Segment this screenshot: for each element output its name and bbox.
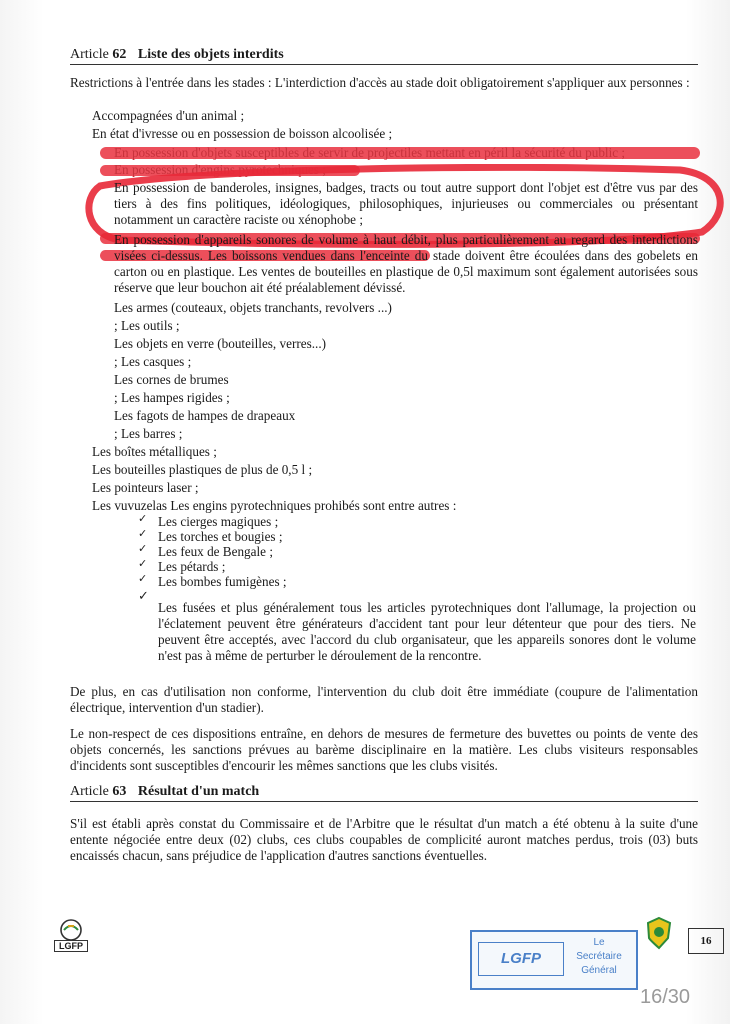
article-number: 63 — [112, 784, 127, 799]
list-item: Les cornes de brumes — [114, 372, 229, 387]
shield-icon — [646, 916, 672, 950]
stamp-logo: LGFP — [478, 942, 564, 976]
struck-item: En possession d'engins pyrotechniques ; — [114, 162, 326, 177]
stamp-line: Le — [593, 937, 605, 948]
list-item: Les pointeurs laser ; — [92, 480, 199, 495]
list-item: Les bouteilles plastiques de plus de 0,5 l ; — [92, 462, 313, 477]
checkmark-icon: ✓ — [138, 527, 148, 540]
list-item: ; Les outils ; — [114, 318, 180, 333]
pyro-item: Les bombes fumigènes ; — [158, 574, 287, 589]
list-item: ; Les barres ; — [114, 426, 183, 441]
list-item: Les fagots de hampes de drapeaux — [114, 408, 296, 423]
lgfp-logo — [54, 916, 88, 952]
checkmark-icon: ✓ — [138, 557, 148, 570]
list-item: Les boîtes métalliques ; — [92, 444, 217, 459]
list-item: Les armes (couteaux, objets tranchants, revolvers ...) — [114, 300, 392, 315]
checkmark-icon: ✓ — [138, 542, 148, 555]
pyro-item: Les torches et bougies ; — [158, 529, 283, 544]
pyro-item: Les cierges magiques ; — [158, 514, 279, 529]
article-title: Liste des objets interdits — [137, 47, 284, 62]
struck-paragraph: En possession d'appareils sonores de volume à haut débit, plus particulièrement au regard des interdictions visées ci-dessus. Les boissons vendues dans l'enceinte du stade doivent être écoulées dans des gobelets en carton ou en plastique. Les ventes de bouteilles en plastique de 0,5l maximum sont également autorisées sous réserve que leur bouchon ait été préalablement dévissé. — [114, 232, 698, 295]
checkmark-icon: ✓ — [138, 589, 149, 604]
list-item: Les objets en verre (bouteilles, verres...) — [114, 336, 327, 351]
page-indicator: 16/30 — [640, 986, 691, 1008]
list-item: ; Les hampes rigides ; — [114, 390, 230, 405]
list-item: Accompagnées d'un animal ; — [92, 108, 245, 123]
article-63-body: S'il est établi après constat du Commissaire et de l'Arbitre que le résultat d'un match a été obtenu à la suite d'une entente négociée entre deux (02) clubs, ces clubs coupables de complicité auront matches perdus, trois (03) buts encaissés chacun, sans préjudice de l'application d'autres sanctions éventuelles. — [70, 816, 698, 863]
checkmark-icon: ✓ — [138, 572, 148, 585]
pyro-item: Les pétards ; — [158, 559, 226, 574]
article-label: Article — [70, 784, 109, 799]
list-item: En état d'ivresse ou en possession de boisson alcoolisée ; — [92, 126, 393, 141]
official-stamp — [470, 930, 638, 990]
article-63-heading — [70, 783, 698, 802]
paragraph: Le non-respect de ces dispositions entraîne, en dehors de mesures de fermeture des buvettes ou points de vente des objets concernés, les sanctions prévues au barème disciplinaire en la matière. Les clubs visiteurs responsables d'incidents sont susceptibles d'encourir les mêmes sanctions que les clubs visités. — [70, 726, 698, 773]
stamp-line: Général — [581, 965, 617, 976]
ball-icon — [54, 916, 88, 940]
circled-item: En possession de banderoles, insignes, badges, tracts ou tout autre support dont l'objet est d'être vus par des tiers à des fins politiques, idéologiques, philosophiques, injurieuses ou commerciales ou présentant notamment un caractère raciste ou xénophobe ; — [114, 180, 698, 227]
article-62-heading — [70, 46, 698, 65]
checkmark-icon: ✓ — [138, 512, 148, 525]
page-number-box: 16 — [688, 928, 724, 954]
article-label: Article — [70, 47, 109, 62]
stamp-line: Secrétaire — [576, 951, 622, 962]
article-number: 62 — [112, 47, 127, 62]
list-item: Les vuvuzelas Les engins pyrotechniques prohibés sont entre autres : — [92, 498, 457, 513]
pyro-paragraph: Les fusées et plus généralement tous les articles pyrotechniques dont l'allumage, la projection ou l'éclatement peuvent être générateurs d'accident tant pour leur détenteur que pour des tiers. Ne peuvent être acceptés, avec l'accord du club organisateur, que les appareils sonores dont le volume n'est pas à même de perturber le déroulement de la rencontre. — [158, 600, 696, 663]
list-item: ; Les casques ; — [114, 354, 192, 369]
struck-item: En possession d'objets susceptibles de servir de projectiles mettant en péril la sécurité du public ; — [114, 145, 626, 160]
logo-text: LGFP — [54, 940, 88, 952]
pyro-item: Les feux de Bengale ; — [158, 544, 273, 559]
article-62-intro: Restrictions à l'entrée dans les stades : L'interdiction d'accès au stade doit obligatoirement s'appliquer aux personnes : — [70, 75, 690, 90]
article-title: Résultat d'un match — [137, 784, 260, 799]
paragraph: De plus, en cas d'utilisation non conforme, l'intervention du club doit être immédiate (coupure de l'alimentation électrique, intervention d'un stadier). — [70, 684, 698, 715]
